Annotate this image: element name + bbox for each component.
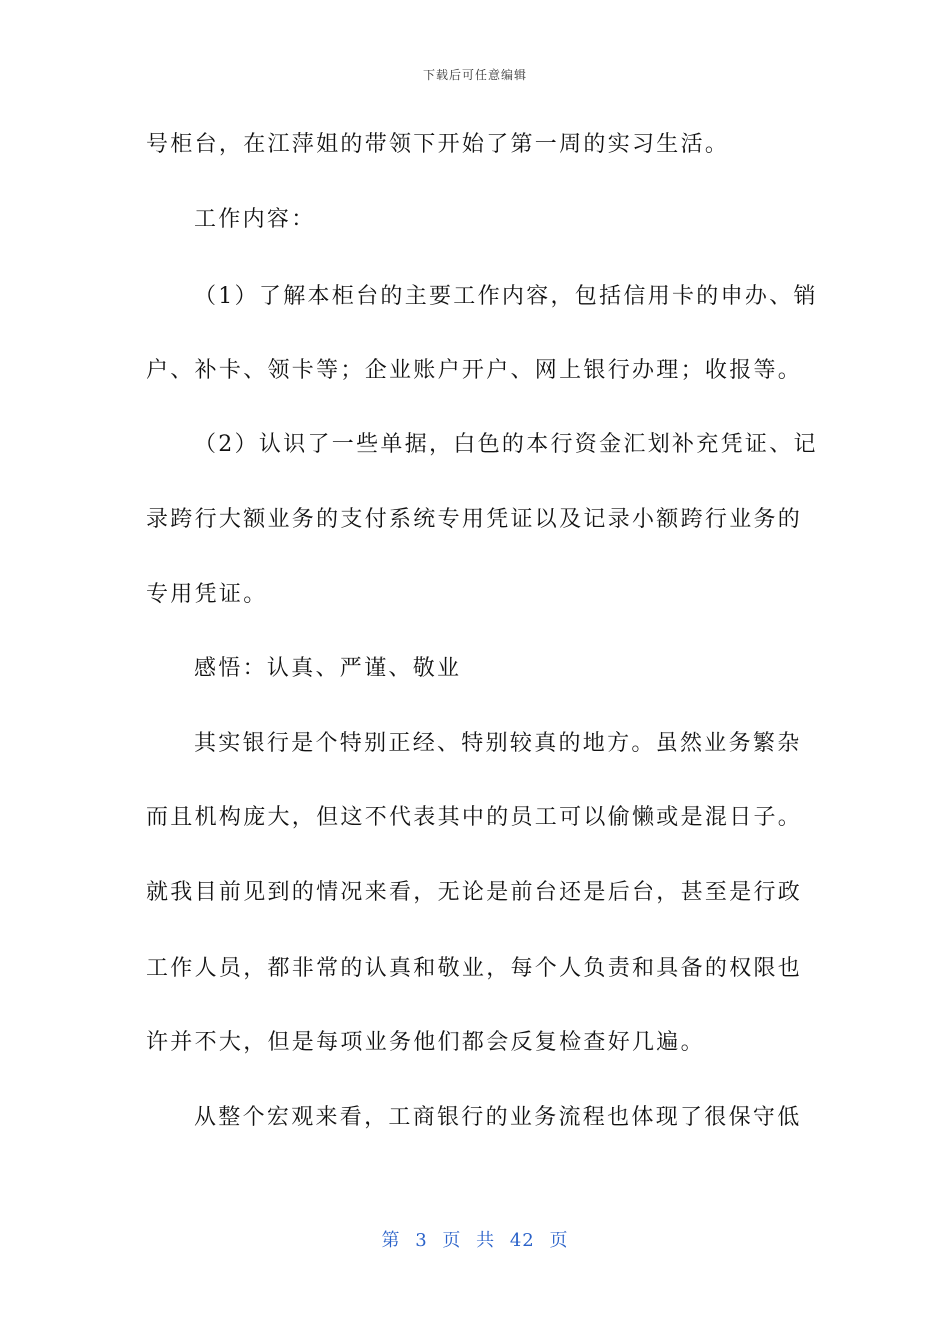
body-line-8: 感悟：认真、严谨、敬业	[194, 656, 462, 681]
body-line-10: 而且机构庞大，但这不代表其中的员工可以偷懒或是混日子。	[146, 805, 803, 830]
page-number-footer: 第 3 页 共 42 页	[381, 1230, 569, 1251]
body-line-14: 从整个宏观来看，工商银行的业务流程也体现了很保守低	[194, 1105, 802, 1130]
body-line-1: 号柜台，在江萍姐的带领下开始了第一周的实习生活。	[146, 132, 730, 157]
body-line-13: 许并不大，但是每项业务他们都会反复检查好几遍。	[146, 1030, 705, 1055]
header-note: 下载后可任意编辑	[422, 68, 527, 82]
body-line-4: 户、补卡、领卡等；企业账户开户、网上银行办理；收报等。	[146, 358, 803, 383]
body-line-12: 工作人员，都非常的认真和敬业，每个人负责和具备的权限也	[146, 956, 803, 981]
body-line-7: 专用凭证。	[146, 582, 268, 607]
body-line-3: （1）了解本柜台的主要工作内容，包括信用卡的申办、销	[194, 284, 818, 309]
body-line-9: 其实银行是个特别正经、特别较真的地方。虽然业务繁杂	[194, 731, 802, 756]
body-line-6: 录跨行大额业务的支付系统专用凭证以及记录小额跨行业务的	[146, 507, 803, 532]
body-line-11: 就我目前见到的情况来看，无论是前台还是后台，甚至是行政	[146, 880, 803, 905]
body-line-2: 工作内容：	[194, 207, 316, 232]
body-line-5: （2）认识了一些单据，白色的本行资金汇划补充凭证、记	[194, 432, 818, 457]
